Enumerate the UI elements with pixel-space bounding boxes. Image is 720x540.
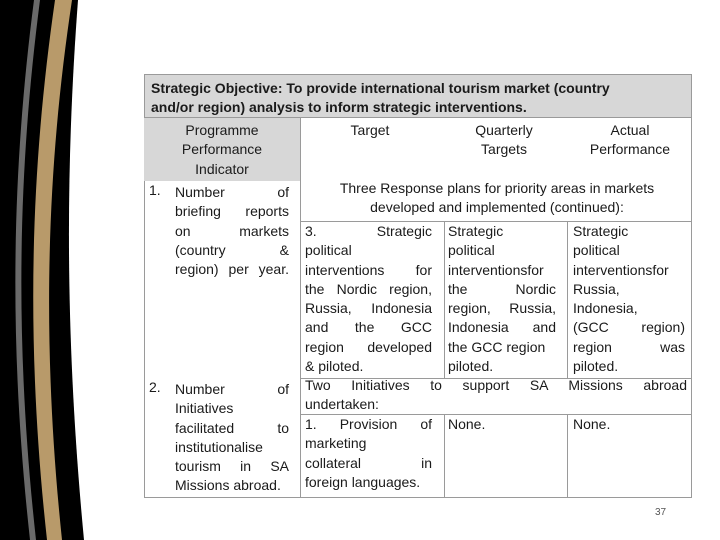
row1-indicator-line: briefing reports — [175, 203, 289, 220]
row1-indicator-line: region) per year. — [175, 261, 289, 278]
row1-actual-line: (GCC region) — [573, 319, 685, 336]
row2-target-line: marketing — [305, 435, 367, 452]
row1-target-line: political — [305, 242, 352, 259]
row1-quarterly-line: the GCC region — [448, 338, 546, 355]
row1-target-line: interventions for — [305, 261, 432, 278]
header-indicator-line: Performance — [181, 141, 263, 158]
row1-actual-line: Strategic — [573, 223, 629, 239]
row2-indicator-line: Number of — [175, 381, 289, 397]
row2-target-line: foreign languages. — [305, 473, 421, 490]
row2-span-line: undertaken: — [305, 396, 379, 413]
row1-indicator-line: (country & — [175, 241, 289, 258]
objective-line-2: and/or region) analysis to inform strategic interventions. — [151, 99, 527, 115]
row1-quarterly-line: Strategic — [448, 223, 504, 239]
row2-indicator-line: Initiatives — [175, 400, 234, 417]
row1-actual-line: interventionsfor — [573, 261, 669, 278]
row2-indicator-line: Missions abroad. — [175, 477, 281, 494]
row1-target-line: 3. Strategic — [305, 223, 432, 239]
row1-target-line: & piloted. — [305, 358, 364, 375]
row1-number: 1. — [149, 182, 161, 198]
row1-actual — [573, 222, 685, 376]
row2-span-line: Two Initiatives to support SA Missions abroad — [305, 377, 687, 393]
row2-number: 2. — [149, 379, 161, 395]
row2-indicator-line: facilitated to — [175, 419, 289, 436]
row1-quarterly-line: the Nordic — [448, 280, 556, 297]
row2-target-line: 1. Provision of — [305, 416, 432, 432]
row1-target-line: Russia, Indonesia — [305, 300, 432, 317]
header-indicator-line: Programme — [185, 122, 259, 138]
row2-span-target — [305, 376, 687, 415]
row1-span-target — [304, 179, 690, 218]
column-divider-1 — [300, 118, 301, 498]
strategic-objective-banner — [144, 74, 692, 118]
row1-actual-line: piloted. — [573, 358, 619, 375]
row1-indicator-line: Number of — [175, 184, 289, 200]
row1-target — [305, 222, 432, 376]
row1-quarterly-line: interventionsfor — [448, 261, 544, 278]
header-actual-line: Performance — [589, 141, 671, 158]
row1-quarterly-line: Indonesia and — [448, 319, 556, 336]
row1-quarterly-line: region, Russia, — [448, 300, 556, 317]
row2-indicator-line: institutionalise — [175, 438, 263, 455]
column-divider-3 — [567, 221, 568, 378]
row1-quarterly-line: political — [448, 242, 495, 259]
row1-target-line: and the GCC — [305, 319, 432, 336]
column-divider-2 — [444, 221, 445, 378]
row1-actual-line: political — [573, 242, 620, 259]
header-actual — [568, 121, 692, 160]
column-divider-3b — [567, 415, 568, 498]
column-divider-2b — [444, 415, 445, 498]
row1-actual-line: Indonesia, — [573, 300, 638, 317]
header-target: Target — [350, 122, 390, 138]
row2-target — [305, 415, 432, 492]
header-quarterly-line: Quarterly — [475, 122, 533, 138]
header-indicator-line: Indicator — [195, 160, 249, 177]
row1-actual-line: Russia, — [573, 280, 620, 297]
decorative-side-band — [0, 0, 90, 540]
row2-target-line: collateral in — [305, 454, 432, 471]
objective-line-1: Strategic Objective: To provide international tourism market (country — [151, 80, 610, 96]
header-quarterly — [440, 121, 568, 160]
row1-span-line: developed and implemented (continued): — [370, 199, 624, 216]
row2-indicator — [175, 380, 289, 496]
row1-actual-line: region was — [573, 338, 685, 355]
row2-indicator-line: tourism in SA — [175, 458, 289, 475]
row1-indicator-line: on markets — [175, 222, 289, 239]
row1-quarterly — [448, 222, 556, 376]
page-number: 37 — [655, 507, 667, 518]
header-quarterly-line: Targets — [481, 141, 527, 158]
row1-quarterly-line: piloted. — [448, 358, 494, 375]
row1-target-line: the Nordic region, — [305, 280, 432, 297]
row1-span-line: Three Response plans for priority areas in markets — [339, 180, 655, 196]
row2-quarterly: None. — [448, 416, 486, 432]
row1-indicator — [175, 183, 289, 279]
header-indicator — [144, 121, 300, 179]
row1-target-line: region developed — [305, 338, 432, 355]
row2-actual: None. — [573, 416, 611, 432]
header-actual-line: Actual — [610, 122, 650, 138]
